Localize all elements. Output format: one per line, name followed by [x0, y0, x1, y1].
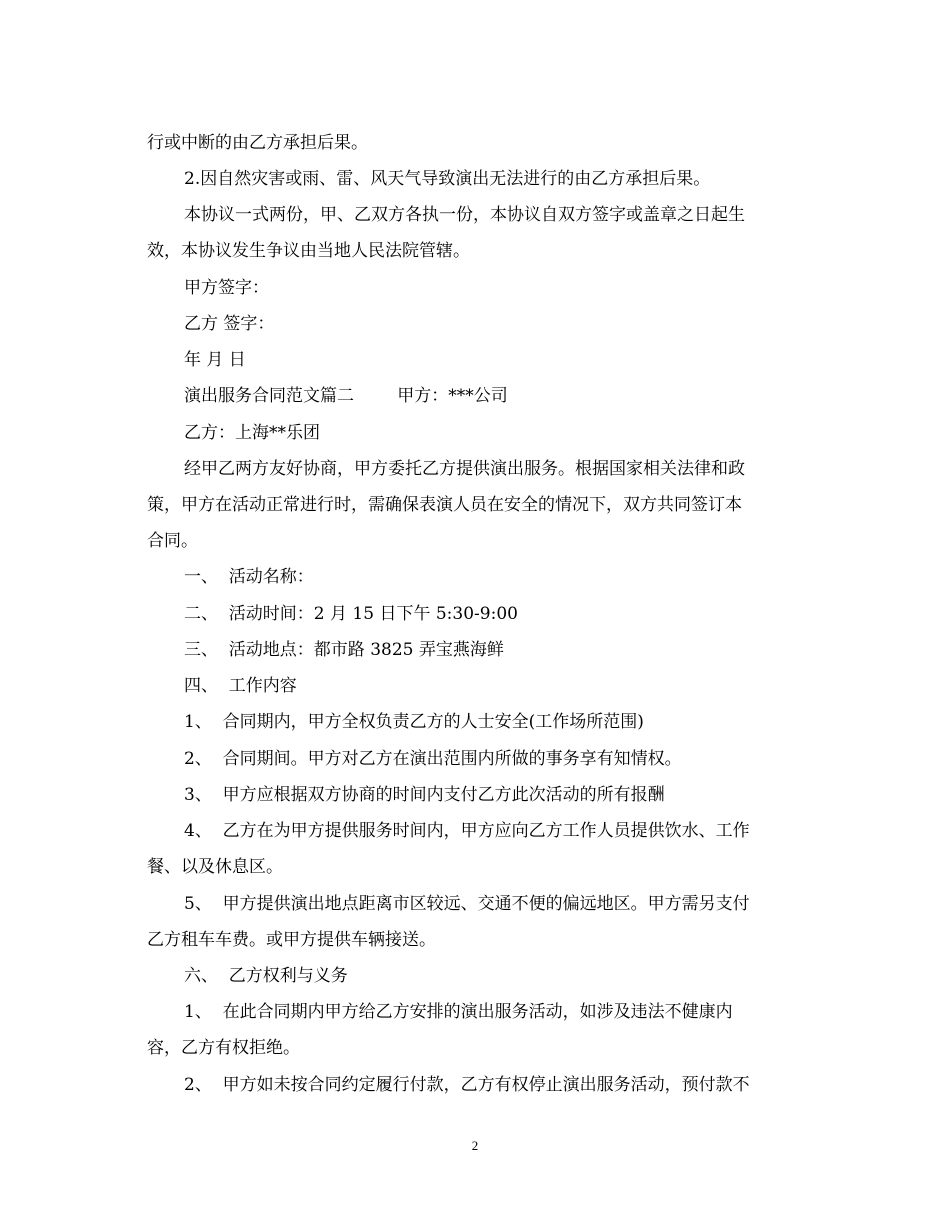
text-line: 餐、以及休息区。: [147, 857, 283, 877]
date-line: 年 月 日: [184, 350, 246, 370]
text-line: 容，乙方有权拒绝。: [147, 1038, 300, 1058]
section-heading: 演出服务合同范文篇二 甲方：***公司: [184, 386, 508, 406]
text-line: 合同。: [147, 531, 198, 551]
party-b-line: 乙方：上海**乐团: [184, 423, 320, 443]
list-item: 1、 在此合同期内甲方给乙方安排的演出服务活动，如涉及违法不健康内: [184, 1002, 733, 1022]
list-item: 3、 甲方应根据双方协商的时间内支付乙方此次活动的所有报酬: [184, 785, 665, 805]
list-item: 4、 乙方在为甲方提供服务时间内，甲方应向乙方工作人员提供饮水、工作: [184, 821, 750, 841]
text-line: 2.因自然灾害或雨、雷、风天气导致演出无法进行的由乙方承担后果。: [184, 169, 711, 189]
party-a-signature-label: 甲方签字：: [184, 278, 269, 298]
list-item: 2、 甲方如未按合同约定履行付款，乙方有权停止演出服务活动，预付款不: [184, 1075, 750, 1095]
page-number: 2: [471, 1138, 479, 1153]
list-item: 5、 甲方提供演出地点距离市区较远、交通不便的偏远地区。甲方需另支付: [184, 894, 750, 914]
text-line: 行或中断的由乙方承担后果。: [147, 133, 368, 153]
list-item: 2、 合同期间。甲方对乙方在演出范围内所做的事务享有知情权。: [184, 749, 682, 769]
party-b-signature-label: 乙方 签字：: [184, 314, 275, 334]
text-line: 效，本协议发生争议由当地人民法院管辖。: [147, 241, 470, 261]
text-line: 经甲乙两方友好协商，甲方委托乙方提供演出服务。根据国家相关法律和政: [184, 459, 745, 479]
text-line: 乙方租车车费。或甲方提供车辆接送。: [147, 930, 436, 950]
list-item: 四、 工作内容: [184, 676, 297, 696]
list-item: 二、 活动时间：2 月 15 日下午 5:30-9:00: [184, 604, 518, 624]
list-item: 一、 活动名称：: [184, 567, 314, 587]
text-line: 策，甲方在活动正常进行时，需确保表演人员在安全的情况下，双方共同签订本: [147, 495, 742, 515]
list-item: 1、 合同期内，甲方全权负责乙方的人士安全(工作场所范围): [184, 712, 644, 732]
list-item: 三、 活动地点：都市路 3825 弄宝燕海鲜: [184, 640, 504, 660]
list-item: 六、 乙方权利与义务: [184, 966, 348, 986]
text-line: 本协议一式两份，甲、乙双方各执一份，本协议自双方签字或盖章之日起生: [184, 205, 745, 225]
